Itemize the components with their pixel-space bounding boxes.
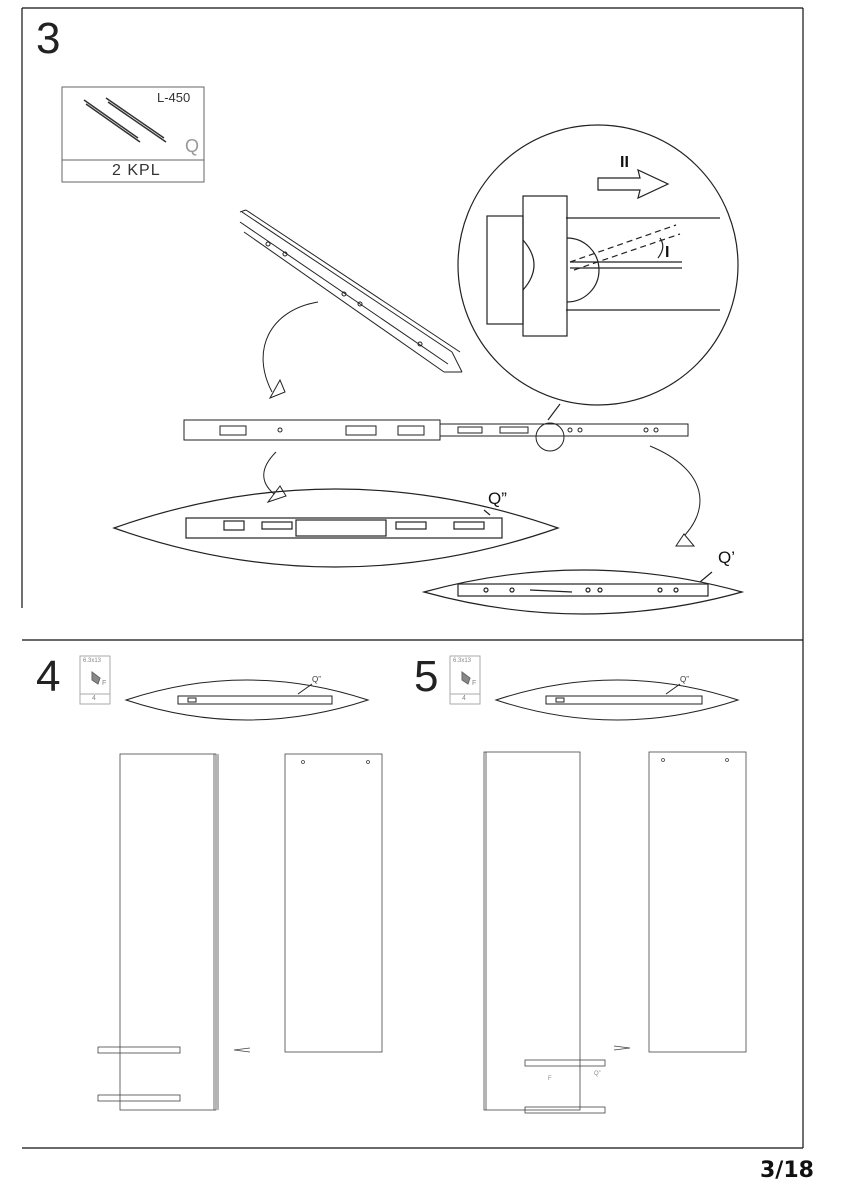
cabinet-side-panels-step5 bbox=[484, 752, 746, 1113]
curved-arrow-3 bbox=[650, 446, 700, 546]
hardware-letter-5: F bbox=[472, 680, 477, 687]
callout-q-single: Q’ bbox=[718, 548, 735, 567]
detail-lens-q-single bbox=[424, 570, 742, 614]
step-number-5: 5 bbox=[414, 652, 439, 701]
curved-arrow-1 bbox=[263, 302, 318, 398]
callout-q-4: Q” bbox=[312, 675, 321, 684]
rail-extended bbox=[184, 420, 688, 451]
callout-q-double: Q” bbox=[488, 489, 507, 508]
callout-q-5: Q” bbox=[680, 675, 689, 684]
detail-label-ii: II bbox=[620, 154, 629, 171]
lens-step5 bbox=[496, 680, 738, 720]
step-number-3: 3 bbox=[36, 14, 61, 63]
hardware-spec-5: 6.3x13 bbox=[453, 658, 472, 664]
hardware-spec-4: 6.3x13 bbox=[83, 658, 102, 664]
part-length-label: L-450 bbox=[157, 90, 191, 105]
part-letter: Q bbox=[185, 136, 200, 156]
hardware-letter-4: F bbox=[102, 680, 107, 687]
callout-f-5: F bbox=[548, 1076, 552, 1082]
page-number: 3/18 bbox=[760, 1158, 814, 1183]
drawer-rail-diagonal bbox=[240, 210, 462, 372]
hardware-count-4: 4 bbox=[92, 695, 96, 702]
detail-label-i: I bbox=[665, 244, 670, 261]
part-quantity: 2 KPL bbox=[112, 162, 161, 179]
detail-magnifier-circle bbox=[458, 125, 738, 420]
curved-arrow-2 bbox=[264, 452, 286, 502]
callout-qsmall-5: Q” bbox=[594, 1071, 601, 1077]
hardware-count-5: 4 bbox=[462, 695, 466, 702]
cabinet-side-panels-step4 bbox=[98, 754, 382, 1110]
step-number-4: 4 bbox=[36, 652, 61, 701]
lens-step4 bbox=[126, 680, 368, 720]
